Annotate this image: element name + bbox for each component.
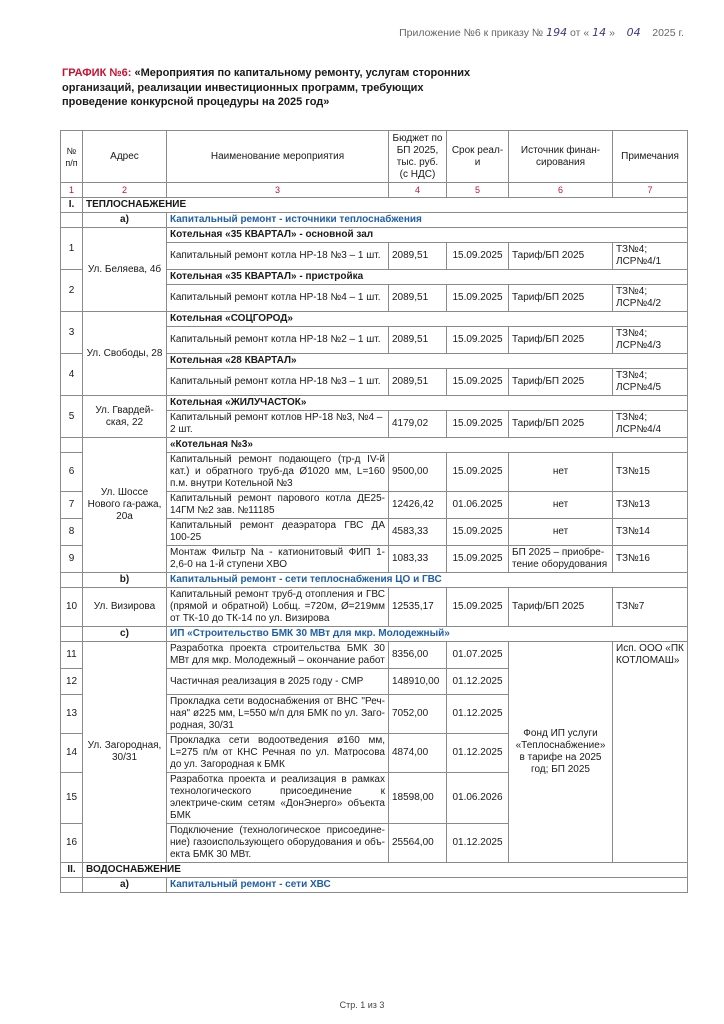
section-water — [61, 863, 688, 878]
table-header — [61, 131, 688, 183]
budget-value: 1083,33 — [389, 546, 447, 573]
note-value: ТЗ№15 — [613, 453, 688, 492]
site-row — [61, 312, 688, 327]
note-value: ТЗ№4; ЛСР№4/3 — [613, 327, 688, 354]
section-label: ВОДОСНАБЖЕНИЕ — [83, 863, 688, 878]
col-num-header: № п/п — [61, 131, 83, 183]
col-index: 6 — [509, 183, 613, 198]
source-value: Тариф/БП 2025 — [509, 588, 613, 627]
note-value: ТЗ№4; ЛСР№4/2 — [613, 285, 688, 312]
subsection-c — [61, 627, 688, 642]
order-prefix: Приложение №6 к приказу № — [399, 27, 544, 39]
section-heating — [61, 198, 688, 213]
source-value: нет — [509, 519, 613, 546]
subsection-a — [61, 213, 688, 228]
subsection-label: Капитальный ремонт - сети ХВС — [167, 878, 688, 893]
term-value: 15.09.2025 — [447, 411, 509, 438]
budget-value: 4874,00 — [389, 734, 447, 773]
page-number: Стр. 1 из 3 — [339, 1000, 385, 1010]
title-text: «Мероприятия по капитальному ремонту, услугам сторонних организаций, реализации инвестиционных программ, требующих проведение конкурсной процедуры на 2025 год» — [62, 67, 471, 108]
section-label: ТЕПЛОСНАБЖЕНИЕ — [83, 198, 688, 213]
address-cell: Ул. Свободы, 28 — [83, 312, 167, 396]
subsection-b — [61, 573, 688, 588]
subsection-letter: c) — [83, 627, 167, 642]
measure-name: Капитальный ремонт котлов НР-18 №3, №4 – 2 шт. — [167, 411, 389, 438]
site-name: Котельная «ЖИЛУЧАСТОК» — [167, 396, 688, 411]
note-value: ТЗ№4; ЛСР№4/4 — [613, 411, 688, 438]
address-cell: Ул. Визирова — [83, 588, 167, 627]
row-number: 14 — [61, 734, 83, 773]
col-term-header: Срок реал-и — [447, 131, 509, 183]
measure-name: Капитальный ремонт подающего (тр-д IV-й кат.) и обратного труб-да Ø1020 мм, L=160 п.м. внутри Котельной №3 — [167, 453, 389, 492]
source-value: Тариф/БП 2025 — [509, 243, 613, 270]
address-cell: Ул. Гвардей-ская, 22 — [83, 396, 167, 438]
measure-name: Разработка проекта и реализация в рамках технологического присоединение к электриче-ским сетям «ДонЭнерго» объекта БМК — [167, 773, 389, 824]
note-value: ТЗ№4; ЛСР№4/1 — [613, 243, 688, 270]
site-row — [61, 438, 688, 453]
source-value: БП 2025 – приобре-тение оборудования — [509, 546, 613, 573]
term-value: 01.06.2026 — [447, 773, 509, 824]
table-row — [61, 588, 688, 627]
note-value: Исп. ООО «ПК КОТЛОМАШ» — [613, 642, 688, 863]
budget-value: 2089,51 — [389, 285, 447, 312]
measure-name: Капитальный ремонт котла НР-18 №3 – 1 шт. — [167, 243, 389, 270]
col-index: 1 — [61, 183, 83, 198]
order-date-from: от « — [570, 27, 590, 39]
budget-value: 12426,42 — [389, 492, 447, 519]
budget-value: 9500,00 — [389, 453, 447, 492]
col-index: 7 — [613, 183, 688, 198]
order-date-close: » — [609, 27, 615, 39]
budget-value: 4179,02 — [389, 411, 447, 438]
source-value: Тариф/БП 2025 — [509, 411, 613, 438]
row-number: 15 — [61, 773, 83, 824]
budget-value: 148910,00 — [389, 669, 447, 695]
term-value: 15.09.2025 — [447, 546, 509, 573]
subsection-label: ИП «Строительство БМК 30 МВт для мкр. Молодежный» — [167, 627, 688, 642]
subsection-label: Капитальный ремонт - сети теплоснабжения ЦО и ГВС — [167, 573, 688, 588]
row-number: 10 — [61, 588, 83, 627]
term-value: 01.12.2025 — [447, 734, 509, 773]
row-number: 11 — [61, 642, 83, 669]
order-month: 04 — [626, 26, 641, 39]
term-value: 15.09.2025 — [447, 369, 509, 396]
table-row — [61, 642, 688, 669]
site-name: Котельная «35 КВАРТАЛ» - пристройка — [167, 270, 688, 285]
address-cell: Ул. Шоссе Нового га-ража, 20а — [83, 438, 167, 573]
measure-name: Подключение (технологическое присоедине-ние) газоиспользующего оборудования и объ-екта БМК 30 МВт. — [167, 824, 389, 863]
source-value: Фонд ИП услуги «Теплоснабжение» в тарифе на 2025 год; БП 2025 — [509, 642, 613, 863]
source-value: нет — [509, 492, 613, 519]
order-number: 194 — [546, 26, 568, 39]
term-value: 15.09.2025 — [447, 285, 509, 312]
subsection-letter: a) — [83, 878, 167, 893]
order-reference — [399, 26, 684, 39]
subsection-letter: b) — [83, 573, 167, 588]
row-number: 12 — [61, 669, 83, 695]
col-address-header: Адрес — [83, 131, 167, 183]
term-value: 15.09.2025 — [447, 453, 509, 492]
site-name: Котельная «28 КВАРТАЛ» — [167, 354, 688, 369]
site-name: «Котельная №3» — [167, 438, 688, 453]
column-number-row — [61, 183, 688, 198]
budget-value: 7052,00 — [389, 695, 447, 734]
note-value: ТЗ№14 — [613, 519, 688, 546]
budget-value: 2089,51 — [389, 243, 447, 270]
measure-name: Монтаж Фильтр Na - катионитовый ФИП 1-2,6-0 на 1-й ступени ХВО — [167, 546, 389, 573]
source-value: Тариф/БП 2025 — [509, 327, 613, 354]
measure-name: Капитальный ремонт труб-д отопления и ГВС (прямой и обратной) Lобщ. =720м, Ø=219мм от ТК-10 до ТК-14 по ул. Визирова — [167, 588, 389, 627]
note-value: ТЗ№13 — [613, 492, 688, 519]
term-value: 15.09.2025 — [447, 519, 509, 546]
col-index: 4 — [389, 183, 447, 198]
section-number: I. — [61, 198, 83, 213]
note-value: ТЗ№4; ЛСР№4/5 — [613, 369, 688, 396]
site-row — [61, 396, 688, 411]
row-number: 8 — [61, 519, 83, 546]
address-cell: Ул. Беляева, 4б — [83, 228, 167, 312]
source-value: нет — [509, 453, 613, 492]
term-value: 01.12.2025 — [447, 669, 509, 695]
budget-value: 2089,51 — [389, 327, 447, 354]
term-value: 01.12.2025 — [447, 695, 509, 734]
col-notes-header: Примечания — [613, 131, 688, 183]
budget-value: 4583,33 — [389, 519, 447, 546]
budget-value: 18598,00 — [389, 773, 447, 824]
subsection-a — [61, 878, 688, 893]
note-value: ТЗ№16 — [613, 546, 688, 573]
schedule-table — [60, 130, 688, 893]
row-number: 3 — [61, 312, 83, 354]
source-value: Тариф/БП 2025 — [509, 369, 613, 396]
site-row — [61, 228, 688, 243]
measure-name: Частичная реализация в 2025 году - СМР — [167, 669, 389, 695]
row-number: 16 — [61, 824, 83, 863]
term-value: 15.09.2025 — [447, 327, 509, 354]
title-label: ГРАФИК №6: — [62, 67, 132, 79]
order-year: 2025 г. — [652, 27, 684, 39]
col-index: 3 — [167, 183, 389, 198]
col-index: 5 — [447, 183, 509, 198]
measure-name: Разработка проекта строительства БМК 30 МВт для мкр. Молодежный – окончание работ — [167, 642, 389, 669]
note-value: ТЗ№7 — [613, 588, 688, 627]
document-title — [62, 66, 492, 110]
section-number: II. — [61, 863, 83, 878]
term-value: 15.09.2025 — [447, 588, 509, 627]
address-cell: Ул. Загородная, 30/31 — [83, 642, 167, 863]
site-name: Котельная «35 КВАРТАЛ» - основной зал — [167, 228, 688, 243]
measure-name: Капитальный ремонт котла НР-18 №2 – 1 шт. — [167, 327, 389, 354]
measure-name: Капитальный ремонт котла НР-18 №3 – 1 шт. — [167, 369, 389, 396]
row-number: 13 — [61, 695, 83, 734]
measure-name: Капитальный ремонт деаэратора ГВС ДА 100-25 — [167, 519, 389, 546]
measure-name: Прокладка сети водоснабжения от ВНС "Реч-ная" ø225 мм, L=550 м/п для БМК по ул. Заго-родная, 30/31 — [167, 695, 389, 734]
col-source-header: Источник финан-сирования — [509, 131, 613, 183]
subsection-letter: a) — [83, 213, 167, 228]
measure-name: Капитальный ремонт парового котла ДЕ25-14ГМ №2 зав. №11185 — [167, 492, 389, 519]
source-value: Тариф/БП 2025 — [509, 285, 613, 312]
site-name: Котельная «СОЦГОРОД» — [167, 312, 688, 327]
budget-value: 25564,00 — [389, 824, 447, 863]
row-number: 5 — [61, 396, 83, 438]
row-number: 7 — [61, 492, 83, 519]
row-number: 9 — [61, 546, 83, 573]
col-name-header: Наименование мероприятия — [167, 131, 389, 183]
row-number: 1 — [61, 228, 83, 270]
budget-value: 12535,17 — [389, 588, 447, 627]
measure-name: Прокладка сети водоотведения ø160 мм, L=275 п/м от КНС Речная по ул. Матросова до ул. Загородная к БМК — [167, 734, 389, 773]
budget-value: 8356,00 — [389, 642, 447, 669]
col-budget-header: Бюджет по БП 2025, тыс. руб. (с НДС) — [389, 131, 447, 183]
budget-value: 2089,51 — [389, 369, 447, 396]
term-value: 15.09.2025 — [447, 243, 509, 270]
row-number: 2 — [61, 270, 83, 312]
subsection-label: Капитальный ремонт - источники теплоснабжения — [167, 213, 688, 228]
term-value: 01.06.2025 — [447, 492, 509, 519]
measure-name: Капитальный ремонт котла НР-18 №4 – 1 шт. — [167, 285, 389, 312]
row-number: 4 — [61, 354, 83, 396]
row-number: 6 — [61, 453, 83, 492]
term-value: 01.12.2025 — [447, 824, 509, 863]
term-value: 01.07.2025 — [447, 642, 509, 669]
col-index: 2 — [83, 183, 167, 198]
order-day: 14 — [592, 26, 607, 39]
